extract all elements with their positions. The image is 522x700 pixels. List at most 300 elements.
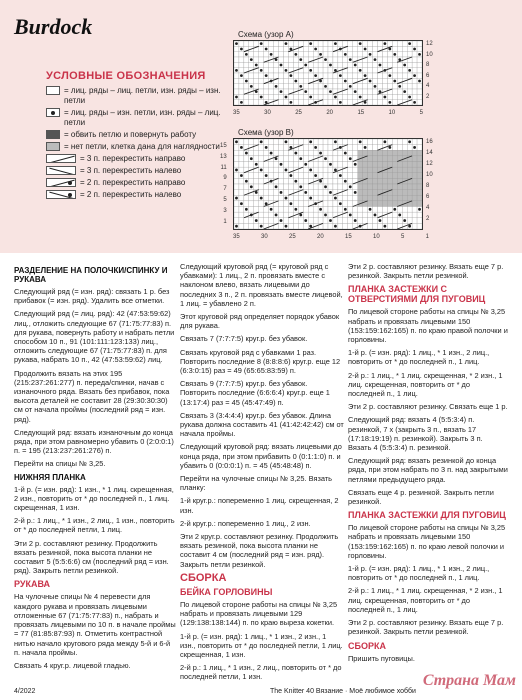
chart-cell [318, 162, 323, 168]
chart-cell [283, 84, 288, 89]
chart-cell [259, 57, 264, 62]
knit-stitch-icon [46, 86, 60, 95]
paragraph: Эти 2 круг.р. составляют резинку. Продолжить вязать резинкой, пока высота планки не составит 4 см (последний ряд = изн. ряд). Закрыть петли резинкой. [180, 532, 339, 569]
chart-cell [368, 73, 373, 78]
chart-cell [249, 150, 254, 156]
chart-cell [358, 218, 363, 224]
chart-cell [407, 52, 412, 57]
chart-cell [382, 100, 387, 105]
chart-cell [417, 190, 422, 196]
chart-cell [373, 150, 378, 156]
chart-cell [368, 89, 373, 94]
chart-cell [254, 100, 259, 105]
chart-cell [348, 52, 353, 57]
chart-cell [363, 139, 368, 145]
purl-dot [240, 74, 243, 77]
chart-cell [397, 150, 402, 156]
chart-cell [283, 57, 288, 62]
chart-cell [417, 184, 422, 190]
chart-cell [303, 173, 308, 179]
chart-cell [373, 218, 378, 224]
chart-cell [338, 218, 343, 224]
chart-cell [234, 73, 239, 78]
chart-cell [328, 57, 333, 62]
chart-cell [353, 94, 358, 99]
chart-cell [279, 41, 284, 46]
chart-cell [244, 223, 249, 229]
chart-cell [269, 173, 274, 179]
chart-cell [377, 223, 382, 229]
purl-dot [314, 174, 317, 177]
chart-cell [323, 207, 328, 213]
purl-dot [260, 169, 263, 172]
chart-cell [417, 68, 422, 73]
chart-cell [363, 212, 368, 218]
chart-cell [308, 62, 313, 67]
purl-dot [245, 180, 248, 183]
chart-cell [412, 89, 417, 94]
chart-cell [264, 94, 269, 99]
chart-cell [377, 52, 382, 57]
section-heading: НИЖНЯЯ ПЛАНКА [14, 472, 86, 482]
chart-cell [387, 218, 392, 224]
chart-cell [343, 184, 348, 190]
chart-cell [269, 84, 274, 89]
paragraph: По лицевой стороне работы на спицы № 3,25 набрать и провязать лицевыми 150 (153:159:162:165) п. по краю правой полочки и горловины. [348, 307, 508, 345]
purl-dot [413, 74, 416, 77]
chart-cell [234, 100, 239, 105]
chart-cell [412, 167, 417, 173]
chart-cell [293, 184, 298, 190]
purl-dot [384, 225, 387, 228]
purl-dot [294, 80, 297, 83]
chart-cell [244, 62, 249, 67]
row-number: 2 [426, 93, 430, 100]
chart-cell [407, 207, 412, 213]
chart-cell [373, 62, 378, 67]
chart-cell [303, 94, 308, 99]
row-number: 15 [220, 143, 227, 149]
chart-cell [269, 73, 274, 78]
chart-cell [283, 89, 288, 94]
chart-cell [412, 62, 417, 67]
row-number: 2 [426, 216, 430, 222]
purl-dot [349, 58, 352, 61]
chart-cell [279, 223, 284, 229]
chart-cell [402, 145, 407, 151]
chart-cell [382, 156, 387, 162]
purl-dot [344, 53, 347, 56]
chart-cell [392, 184, 397, 190]
legend-item: = 2 п. перекрестить направо [46, 178, 241, 188]
purl-dot [364, 146, 367, 149]
purl-dot [334, 197, 337, 200]
chart-cell [373, 73, 378, 78]
chart-cell [293, 162, 298, 168]
chart-cell [397, 162, 402, 168]
chart-cell [283, 156, 288, 162]
row-number: 6 [426, 72, 430, 79]
chart-cell [402, 167, 407, 173]
chart-cell [318, 62, 323, 67]
chart-cell [328, 73, 333, 78]
paragraph: Этот круговой ряд определяет порядок убавок для рукава. [180, 312, 340, 331]
chart-cell [269, 89, 274, 94]
chart-cell [328, 139, 333, 145]
chart-cell [328, 195, 333, 201]
chart-cell [333, 218, 338, 224]
chart-cell [234, 145, 239, 151]
paragraph: 1-й р. (= изн. ряд): 1 лиц., * 1 изн., 2 изн., 1 изн., повторить от * до последней петли, 1 лиц. скрещенная, 1 изн. [180, 631, 343, 659]
purl-dot [369, 208, 372, 211]
purl-dot [260, 69, 263, 72]
chart-cell [373, 145, 378, 151]
chart-cell [283, 173, 288, 179]
purl-dot [235, 225, 238, 228]
chart-cell [338, 57, 343, 62]
chart-cell [358, 84, 363, 89]
chart-cell [308, 46, 313, 51]
chart-cell [318, 145, 323, 151]
chart-cell [368, 145, 373, 151]
chart-cell [264, 167, 269, 173]
chart-cell [239, 195, 244, 201]
chart-cell [244, 41, 249, 46]
chart-cell [308, 73, 313, 78]
chart-cell [244, 73, 249, 78]
purl-dot [235, 96, 238, 99]
chart-cell [363, 162, 368, 168]
chart-cell [338, 178, 343, 184]
chart-cell [348, 41, 353, 46]
chart-cell [348, 201, 353, 207]
purl-dot [304, 90, 307, 93]
chart-cell [368, 41, 373, 46]
chart-cell [387, 201, 392, 207]
chart-a-label: Схема (узор А) [238, 30, 294, 39]
chart-cell [397, 52, 402, 57]
chart-cell [274, 62, 279, 67]
paragraph: По лицевой стороне работы на спицы № 3,25 набрать и провязать лицевыми 129 (129:138:138:144) п. по краю выреза кокетки. [180, 599, 338, 628]
chart-cell [264, 195, 269, 201]
chart-cell [283, 184, 288, 190]
chart-cell [377, 173, 382, 179]
chart-cell [264, 68, 269, 73]
purl-dot [408, 96, 411, 99]
chart-cell [377, 100, 382, 105]
chart-cell [368, 212, 373, 218]
chart-cell [368, 150, 373, 156]
chart-cell [239, 162, 244, 168]
chart-cell [318, 46, 323, 51]
purl-dot [339, 202, 342, 205]
section-heading: БЕЙКА ГОРЛОВИНЫ [180, 586, 273, 597]
chart-cell [417, 167, 422, 173]
chart-cell [402, 207, 407, 213]
chart-cell [298, 195, 303, 201]
chart-cell [402, 73, 407, 78]
chart-cell [363, 173, 368, 179]
chart-cell [363, 190, 368, 196]
paragraph: Следующий круговой ряд: вязать лицевыми до конца ряда, при этом прибавить 0 (0:1:1:0) п. и убавить 0 (0:0:0:1) п. = 45 (45:48:48) п. [180, 442, 342, 470]
chart-cell [244, 184, 249, 190]
row-number: 1 [223, 218, 227, 225]
chart-cell [368, 162, 373, 168]
purl-dot [418, 53, 421, 56]
chart-cell [373, 100, 378, 105]
chart-cell [269, 184, 274, 190]
purl-dot [398, 85, 401, 88]
chart-cell [264, 52, 269, 57]
purl-dot [393, 208, 396, 211]
purl-dot [235, 169, 238, 172]
purl-dot [265, 48, 268, 51]
chart-cell [363, 167, 368, 173]
chart-cell [244, 195, 249, 201]
chart-cell [373, 78, 378, 83]
chart-cell [269, 41, 274, 46]
chart-cell [412, 218, 417, 224]
purl-dot [309, 197, 312, 200]
chart-cell [333, 73, 338, 78]
chart-cell [313, 62, 318, 67]
chart-cell [417, 195, 422, 201]
chart-cell [402, 162, 407, 168]
chart-cell [308, 145, 313, 151]
chart-cell [328, 201, 333, 207]
chart-cell [363, 184, 368, 190]
chart-cell [303, 178, 308, 184]
legend-item: = обвить петлю и повернуть работу [46, 130, 241, 140]
purl-dot [280, 219, 283, 222]
chart-cell [412, 150, 417, 156]
purl-dot [324, 214, 327, 217]
chart-cell [274, 52, 279, 57]
purl-dot [398, 214, 401, 217]
purl-dot [309, 69, 312, 72]
chart-cell [283, 62, 288, 67]
chart-cell [328, 84, 333, 89]
chart-cell [353, 139, 358, 145]
chart-cell [412, 156, 417, 162]
chart-cell [269, 145, 274, 151]
chart-cell [382, 218, 387, 224]
purl-dot [334, 169, 337, 172]
chart-cell [368, 100, 373, 105]
chart-cell [318, 212, 323, 218]
chart-cell [353, 84, 358, 89]
paragraph: 1-й р. (= изн. ряд): 1 изн., * 1 лиц. скрещенная, 2 изн., повторить от * до последней п., 1 лиц. скрещенная, 1 изн. [14, 484, 174, 513]
chart-cell [283, 207, 288, 213]
chart-cell [249, 73, 254, 78]
chart-cell [249, 218, 254, 224]
chart-cell [402, 41, 407, 46]
chart-cell [328, 173, 333, 179]
chart-cell [249, 223, 254, 229]
purl-dot [384, 96, 387, 99]
chart-cell [353, 184, 358, 190]
magazine-credit: The Knitter 40 Вязание · Моё любимое хобби [270, 688, 416, 695]
paragraph: Следующий круговой ряд (= круговой ряд с убавками): 1 лиц., 2 п. провязать вместе с наклоном влево, вязать лицевыми до последних 3 п., 2 п. провязать вместе лицевой, 1 лиц. = убавлено 2 п. [180, 262, 343, 308]
chart-cell [303, 167, 308, 173]
chart-cell [259, 162, 264, 168]
chart-cell [407, 89, 412, 94]
purl-dot [369, 53, 372, 56]
chart-cell [363, 218, 368, 224]
chart-cell [348, 162, 353, 168]
paragraph: 2-й р.: 1 лиц., * 1 лиц. скрещенная, * 2 изн., 1 лиц. скрещенная, повторить от * до последней п., 1 лиц. [348, 586, 503, 614]
chart-cell [328, 167, 333, 173]
purl-dot [329, 191, 332, 194]
purl-dot [334, 140, 337, 143]
chart-cell [328, 41, 333, 46]
cable-left-3-icon [46, 166, 76, 175]
chart-cell [363, 62, 368, 67]
chart-cell [373, 173, 378, 179]
chart-cell [283, 162, 288, 168]
chart-cell [288, 218, 293, 224]
legend-item: = 3 п. перекрестить налево [46, 166, 241, 176]
chart-cell [417, 178, 422, 184]
chart-cell [239, 78, 244, 83]
chart-cell [358, 207, 363, 213]
purl-dot [304, 191, 307, 194]
chart-cell [269, 195, 274, 201]
chart-cell [407, 184, 412, 190]
purl-dot [280, 64, 283, 67]
purl-dot [354, 64, 357, 67]
chart-cell [368, 94, 373, 99]
purl-dot [418, 208, 421, 211]
chart-cell [274, 173, 279, 179]
chart-cell [392, 156, 397, 162]
chart-cell [279, 195, 284, 201]
purl-dot [379, 219, 382, 222]
chart-cell [407, 145, 412, 151]
chart-cell [288, 78, 293, 83]
row-number: 9 [223, 175, 227, 182]
chart-cell [377, 195, 382, 201]
chart-cell [353, 41, 358, 46]
chart-cell [343, 62, 348, 67]
paragraph: Эти 2 р. составляют резинку. Продолжить вязать резинкой, пока высота планки не составит 5 (5:5:6:6) см (последний ряд = изн. ряд). Закрыть петли резинкой. [14, 538, 169, 576]
row-number: 4 [426, 205, 430, 211]
cable-right-2-icon [46, 178, 76, 187]
chart-cell [318, 41, 323, 46]
chart-cell [358, 62, 363, 67]
chart-cell [412, 190, 417, 196]
chart-cell [353, 207, 358, 213]
chart-cell [392, 139, 397, 145]
chart-cell [397, 68, 402, 73]
chart-cell [274, 150, 279, 156]
chart-cell [328, 46, 333, 51]
chart-cell [417, 139, 422, 145]
chart-cell [402, 173, 407, 179]
chart-cell [308, 150, 313, 156]
chart-cell [244, 94, 249, 99]
chart-cell [288, 223, 293, 229]
purl-dot [408, 225, 411, 228]
chart-cell [264, 89, 269, 94]
chart-cell [368, 190, 373, 196]
chart-cell [373, 223, 378, 229]
chart-b-grid [233, 138, 423, 230]
chart-cell [279, 84, 284, 89]
chart-cell [259, 173, 264, 179]
yarn-over-icon [46, 130, 60, 139]
section-heading: ПЛАНКА ЗАСТЕЖКИ ДЛЯ ПУГОВИЦ [348, 510, 506, 521]
purl-dot [329, 64, 332, 67]
purl-dot [245, 53, 248, 56]
chart-cell [392, 73, 397, 78]
chart-cell [343, 223, 348, 229]
chart-cell [269, 46, 274, 51]
row-number: 13 [220, 153, 227, 160]
chart-cell [397, 218, 402, 224]
chart-cell [269, 167, 274, 173]
chart-cell [313, 184, 318, 190]
chart-cell [328, 207, 333, 213]
chart-cell [254, 41, 259, 46]
chart-cell [407, 73, 412, 78]
chart-cell [328, 212, 333, 218]
chart-cell [308, 84, 313, 89]
chart-cell [274, 167, 279, 173]
chart-cell [239, 167, 244, 173]
chart-cell [259, 89, 264, 94]
purl-dot [255, 64, 258, 67]
row-number: 3 [223, 207, 227, 214]
chart-cell [397, 190, 402, 196]
chart-cell [402, 150, 407, 156]
chart-cell [279, 173, 284, 179]
chart-cell [333, 201, 338, 207]
chart-cell [288, 57, 293, 62]
chart-cell [412, 201, 417, 207]
purl-dot [250, 58, 253, 61]
chart-cell [288, 207, 293, 213]
chart-cell [377, 57, 382, 62]
chart-cell [348, 195, 353, 201]
purl-dot [329, 90, 332, 93]
chart-cell [274, 139, 279, 145]
chart-cell [382, 62, 387, 67]
chart-cell [279, 212, 284, 218]
chart-cell [392, 84, 397, 89]
paragraph: Пришить пуговицы. [348, 653, 415, 663]
chart-cell [239, 212, 244, 218]
chart-cell [259, 78, 264, 83]
watermark: Страна Мам [422, 672, 516, 689]
chart-cell [348, 73, 353, 78]
chart-cell [343, 195, 348, 201]
purl-dot [294, 180, 297, 183]
chart-cell [303, 46, 308, 51]
chart-cell [254, 57, 259, 62]
chart-cell [279, 94, 284, 99]
chart-cell [288, 84, 293, 89]
purl-dot [324, 157, 327, 160]
chart-cell [274, 94, 279, 99]
chart-cell [392, 145, 397, 151]
chart-cell [373, 139, 378, 145]
chart-cell [377, 207, 382, 213]
chart-cell [279, 201, 284, 207]
purl-dot [374, 214, 377, 217]
paragraph: Следующий ряд: вязать 4 (5:5:3:4) п. резинкой, 7 х (закрыть 3 п., вязать 17 (17:18:19:19) п. резинкой). Закрыть 3 п. Вязать 4 (5:5:3:4) п. резинкой. [348, 415, 483, 453]
chart-cell [333, 100, 338, 105]
